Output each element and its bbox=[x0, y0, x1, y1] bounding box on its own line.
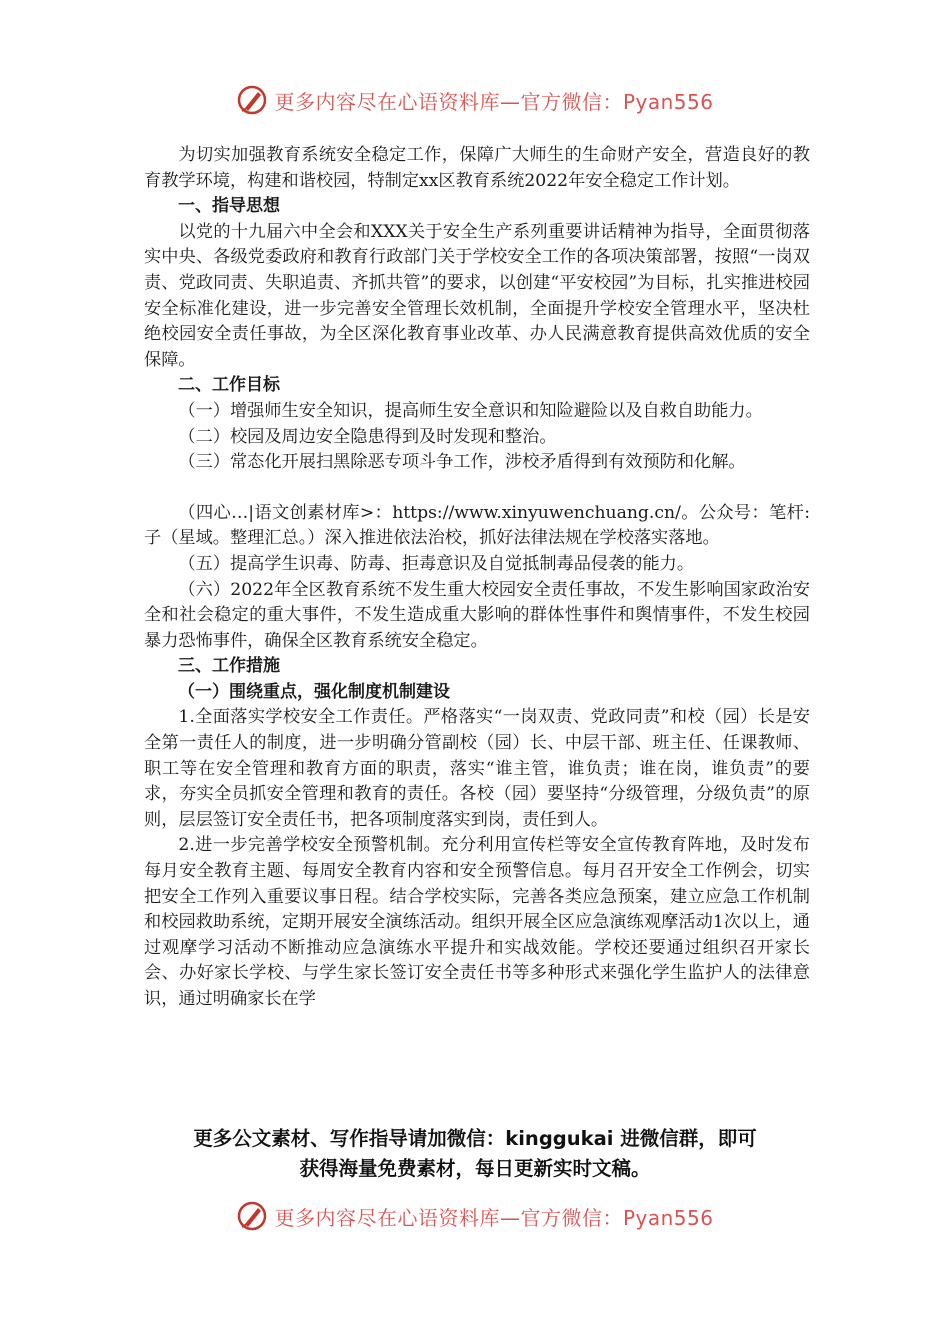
goal-item: （四心…|语文创素材库>：https://www.xinyuwenchuang.cn/。公众号：笔杆:子（星域。整理汇总。）深入推进依法治校，抓好法律法规在学校落实落地。 bbox=[144, 502, 810, 549]
goal-item: （五）提高学生识毒、防毒、拒毒意识及自觉抵制毒品侵袭的能力。 bbox=[178, 553, 695, 574]
goal-item: （二）校园及周边安全隐患得到及时发现和整治。 bbox=[178, 426, 557, 447]
banner-text: 更多内容尽在心语资料库—官方微信：Pyan556 bbox=[274, 1205, 714, 1230]
section-3-subheading: （一）围绕重点，强化制度机制建设 bbox=[178, 681, 450, 702]
promo-line: 获得海量免费素材，每日更新实时文稿。 bbox=[299, 1157, 651, 1180]
section-3-heading: 三、工作措施 bbox=[178, 656, 280, 677]
pen-logo-icon bbox=[236, 84, 268, 116]
intro-paragraph: 为切实加强教育系统安全稳定工作，保障广大师生的生命财产安全，营造良好的教育教学环境，构建和谐校园，特制定xx区教育系统2022年安全稳定工作计划。 bbox=[144, 145, 810, 191]
footer-banner bbox=[0, 1196, 950, 1236]
goal-item: （一）增强师生安全知识，提高师生安全意识和知险避险以及自救自助能力。 bbox=[178, 400, 763, 421]
pen-logo-icon bbox=[236, 1200, 268, 1232]
goal-item: （三）常态化开展扫黑除恶专项斗争工作，涉校矛盾得到有效预防和化解。 bbox=[178, 452, 746, 473]
section-1-heading: 一、指导思想 bbox=[178, 196, 280, 217]
goal-item: （六）2022年全区教育系统不发生重大校园安全责任事故，不发生影响国家政治安全和社会稳定的重大事件，不发生造成重大影响的群体性事件和舆情事件，不发生校园暴力恐怖事件，确保全区教育系统安全稳定。 bbox=[144, 579, 810, 651]
banner-text: 更多内容尽在心语资料库—官方微信：Pyan556 bbox=[274, 89, 714, 114]
section-2-heading: 二、工作目标 bbox=[178, 375, 280, 396]
document-body bbox=[144, 143, 810, 1013]
promo-line: 更多公文素材、写作指导请加微信：kinggukai 进微信群，即可 bbox=[193, 1127, 757, 1150]
section-1-body: 以党的十九届六中全会和XXX关于安全生产系列重要讲话精神为指导，全面贯彻落实中央、各级党委政府和教育行政部门关于学校安全工作的各项决策部署，按照“一岗双责、党政同责、失职追责、齐抓共管”的要求，以创建“平安校园”为目标，扎实推进校园安全标准化建设，进一步完善安全管理长效机制，全面提升学校安全管理水平，坚决杜绝校园安全责任事故，为全区深化教育事业改革、办人民满意教育提供高效优质的安全保障。 bbox=[144, 221, 810, 370]
measure-paragraph: 1.全面落实学校安全工作责任。严格落实“一岗双责、党政同责”和校（园）长是安全第一责任人的制度，进一步明确分管副校（园）长、中层干部、班主任、任课教师、职工等在安全管理和教育方面的职责，落实“谁主管，谁负责；谁在岗，谁负责”的要求，夯实全员抓安全管理和教育的责任。各校（园）要坚持“分级管理，分级负责”的原则，层层签订安全责任书，把各项制度落实到岗，责任到人。 bbox=[144, 707, 810, 830]
promo-text bbox=[0, 1124, 950, 1184]
measure-paragraph: 2.进一步完善学校安全预警机制。充分利用宣传栏等安全宣传教育阵地，及时发布每月安全教育主题、每周安全教育内容和安全预警信息。每月召开安全工作例会，切实把安全工作列入重要议事日程。结合学校实际，完善各类应急预案，建立应急工作机制和校园救助系统，定期开展安全演练活动。组织开展全区应急演练观摩活动1次以上，通过观摩学习活动不断推动应急演练水平提升和实战效能。学校还要通过组织召开家长会、办好家长学校、与学生家长签订安全责任书等多种形式来强化学生监护人的法律意识，通过明确家长在学 bbox=[144, 835, 810, 1009]
header-banner bbox=[0, 80, 950, 120]
